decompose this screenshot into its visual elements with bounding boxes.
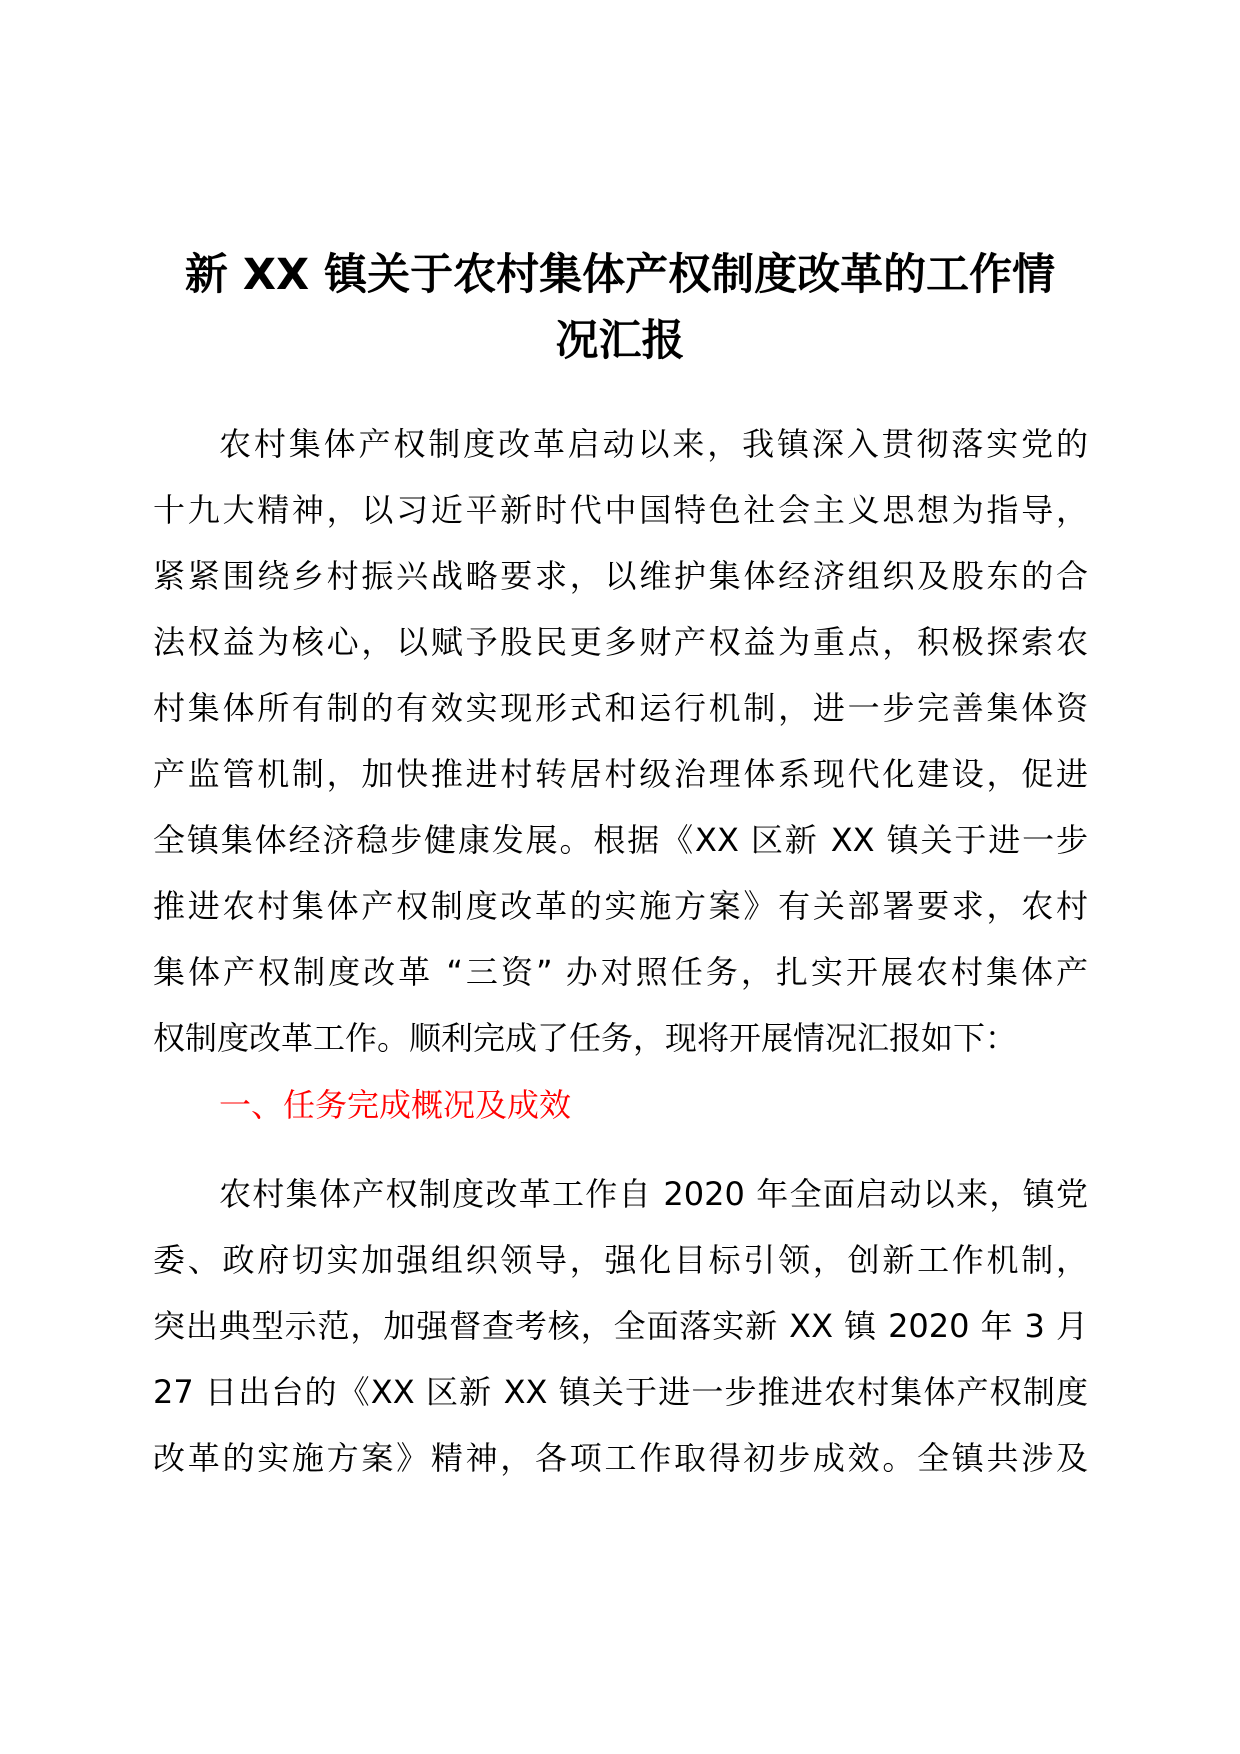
section-line-4: 27 日出台的《XX 区新 XX 镇关于进一步推进农村集体产权制度	[153, 1373, 1088, 1411]
intro-line-7: 全镇集体经济稳步健康发展。根据《XX 区新 XX 镇关于进一步	[153, 821, 1088, 859]
intro-line-8: 推进农村集体产权制度改革的实施方案》有关部署要求，农村	[153, 887, 1088, 925]
intro-line-6: 产监管机制，加快推进村转居村级治理体系现代化建设，促进	[153, 755, 1088, 793]
section-line-2: 委、政府切实加强组织领导，强化目标引领，创新工作机制，	[153, 1241, 1088, 1279]
intro-line-9: 集体产权制度改革 “三资” 办对照任务，扎实开展农村集体产	[153, 953, 1088, 991]
intro-line-1: 农村集体产权制度改革启动以来，我镇深入贯彻落实党的	[219, 425, 1088, 463]
document-title-line-1: 新 XX 镇关于农村集体产权制度改革的工作情	[184, 250, 1056, 300]
section-line-3: 突出典型示范，加强督查考核，全面落实新 XX 镇 2020 年 3 月	[153, 1307, 1088, 1345]
section-heading: 一、任务完成概况及成效	[219, 1086, 572, 1124]
intro-line-5: 村集体所有制的有效实现形式和运行机制，进一步完善集体资	[153, 689, 1088, 727]
intro-line-3: 紧紧围绕乡村振兴战略要求，以维护集体经济组织及股东的合	[153, 557, 1088, 595]
document-title-line-2: 况汇报	[555, 316, 685, 366]
intro-line-4: 法权益为核心，以赋予股民更多财产权益为重点，积极探索农	[153, 623, 1088, 661]
section-line-5: 改革的实施方案》精神，各项工作取得初步成效。全镇共涉及	[153, 1439, 1088, 1477]
intro-line-2: 十九大精神，以习近平新时代中国特色社会主义思想为指导，	[153, 491, 1088, 529]
section-line-1: 农村集体产权制度改革工作自 2020 年全面启动以来，镇党	[219, 1175, 1088, 1213]
intro-line-10: 权制度改革工作。顺利完成了任务，现将开展情况汇报如下：	[153, 1019, 1018, 1057]
